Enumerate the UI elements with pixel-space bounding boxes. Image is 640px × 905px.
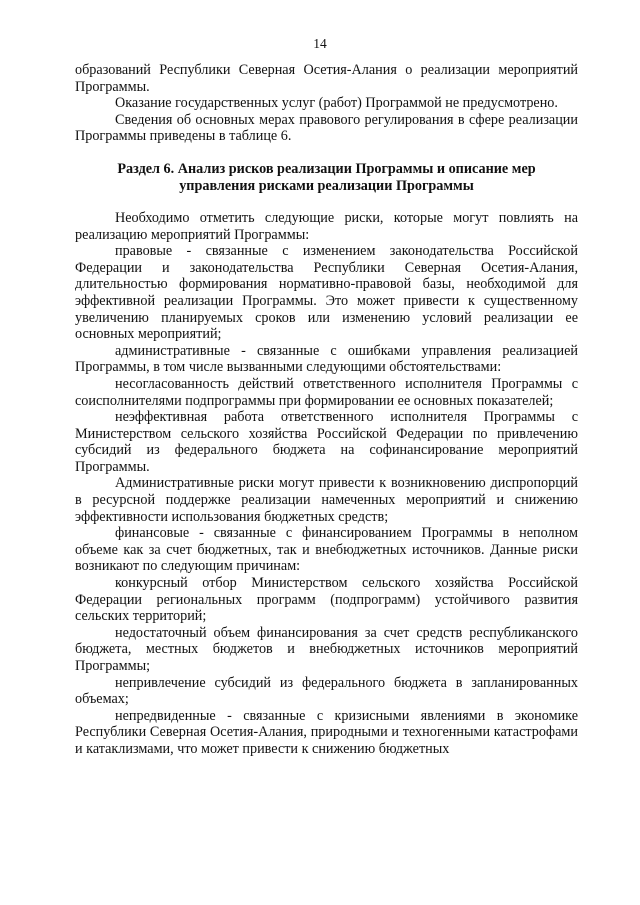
paragraph-admin-consequences: Административные риски могут привести к возникновению диспропорций в ресурсной поддержке реализации намеченных мероприятий и снижению эффективности использования бюджетных средств; (75, 475, 578, 525)
paragraph-regulation: Сведения об основных мерах правового регулирования в сфере реализации Программы приведены в таблице 6. (75, 111, 578, 145)
paragraph-no-subsidies: непривлечение субсидий из федерального бюджета в запланированных объемах; (75, 674, 578, 708)
paragraph-financial-risks: финансовые - связанные с финансированием Программы в неполном объеме как за счет бюджетных, так и внебюджетных источников. Данные риски возникают по следующим причинам: (75, 525, 578, 575)
paragraph-inefficiency: неэффективная работа ответственного исполнителя Программы с Министерством сельского хозяйства Российской Федерации по привлечению субсидий из федерального бюджета на софинансирование мероприятий Программы. (75, 409, 578, 475)
paragraph-inconsistency: несогласованность действий ответственного исполнителя Программы с соисполнителями подпрограммы при формировании ее основных показателей; (75, 375, 578, 409)
paragraph-legal-risks: правовые - связанные с изменением законодательства Российской Федерации и законодательства Республики Северная Осетия-Алания, длительностью формирования нормативно-правовой базы, необходимой для эффективной реализации Программы. Это может привести к существенному увеличению планируемых сроков или изменению условий реализации ее основных мероприятий; (75, 243, 578, 343)
paragraph-insufficient-funding: недостаточный объем финансирования за счет средств республиканского бюджета, местных бюджетов и внебюджетных источников мероприятий Программы; (75, 624, 578, 674)
document-body (75, 62, 578, 758)
paragraph-unforeseen-risks: непредвиденные - связанные с кризисными явлениями в экономике Республики Северная Осетия-Алания, природными и техногенными катастрофами и катаклизмами, что может привести к снижению бюджетных (75, 707, 578, 757)
paragraph-risks-intro: Необходимо отметить следующие риски, которые могут повлиять на реализацию мероприятий Программы: (75, 209, 578, 243)
section-heading-line-2: управления рисками реализации Программы (179, 177, 474, 194)
paragraph-services: Оказание государственных услуг (работ) Программой не предусмотрено. (115, 95, 558, 112)
section-heading (75, 161, 578, 195)
page-number: 14 (313, 36, 327, 51)
paragraph-competitive-selection: конкурсный отбор Министерством сельского хозяйства Российской Федерации региональных программ (подпрограмм) устойчивого развития сельских территорий; (75, 575, 578, 625)
paragraph-administrative-risks: административные - связанные с ошибками управления реализацией Программы, в том числе вызванными следующими обстоятельствами: (75, 342, 578, 376)
section-heading-line-1: Раздел 6. Анализ рисков реализации Программы и описание мер (117, 160, 536, 177)
paragraph-continuation: образований Республики Северная Осетия-Алания о реализации мероприятий Программы. (75, 62, 578, 95)
